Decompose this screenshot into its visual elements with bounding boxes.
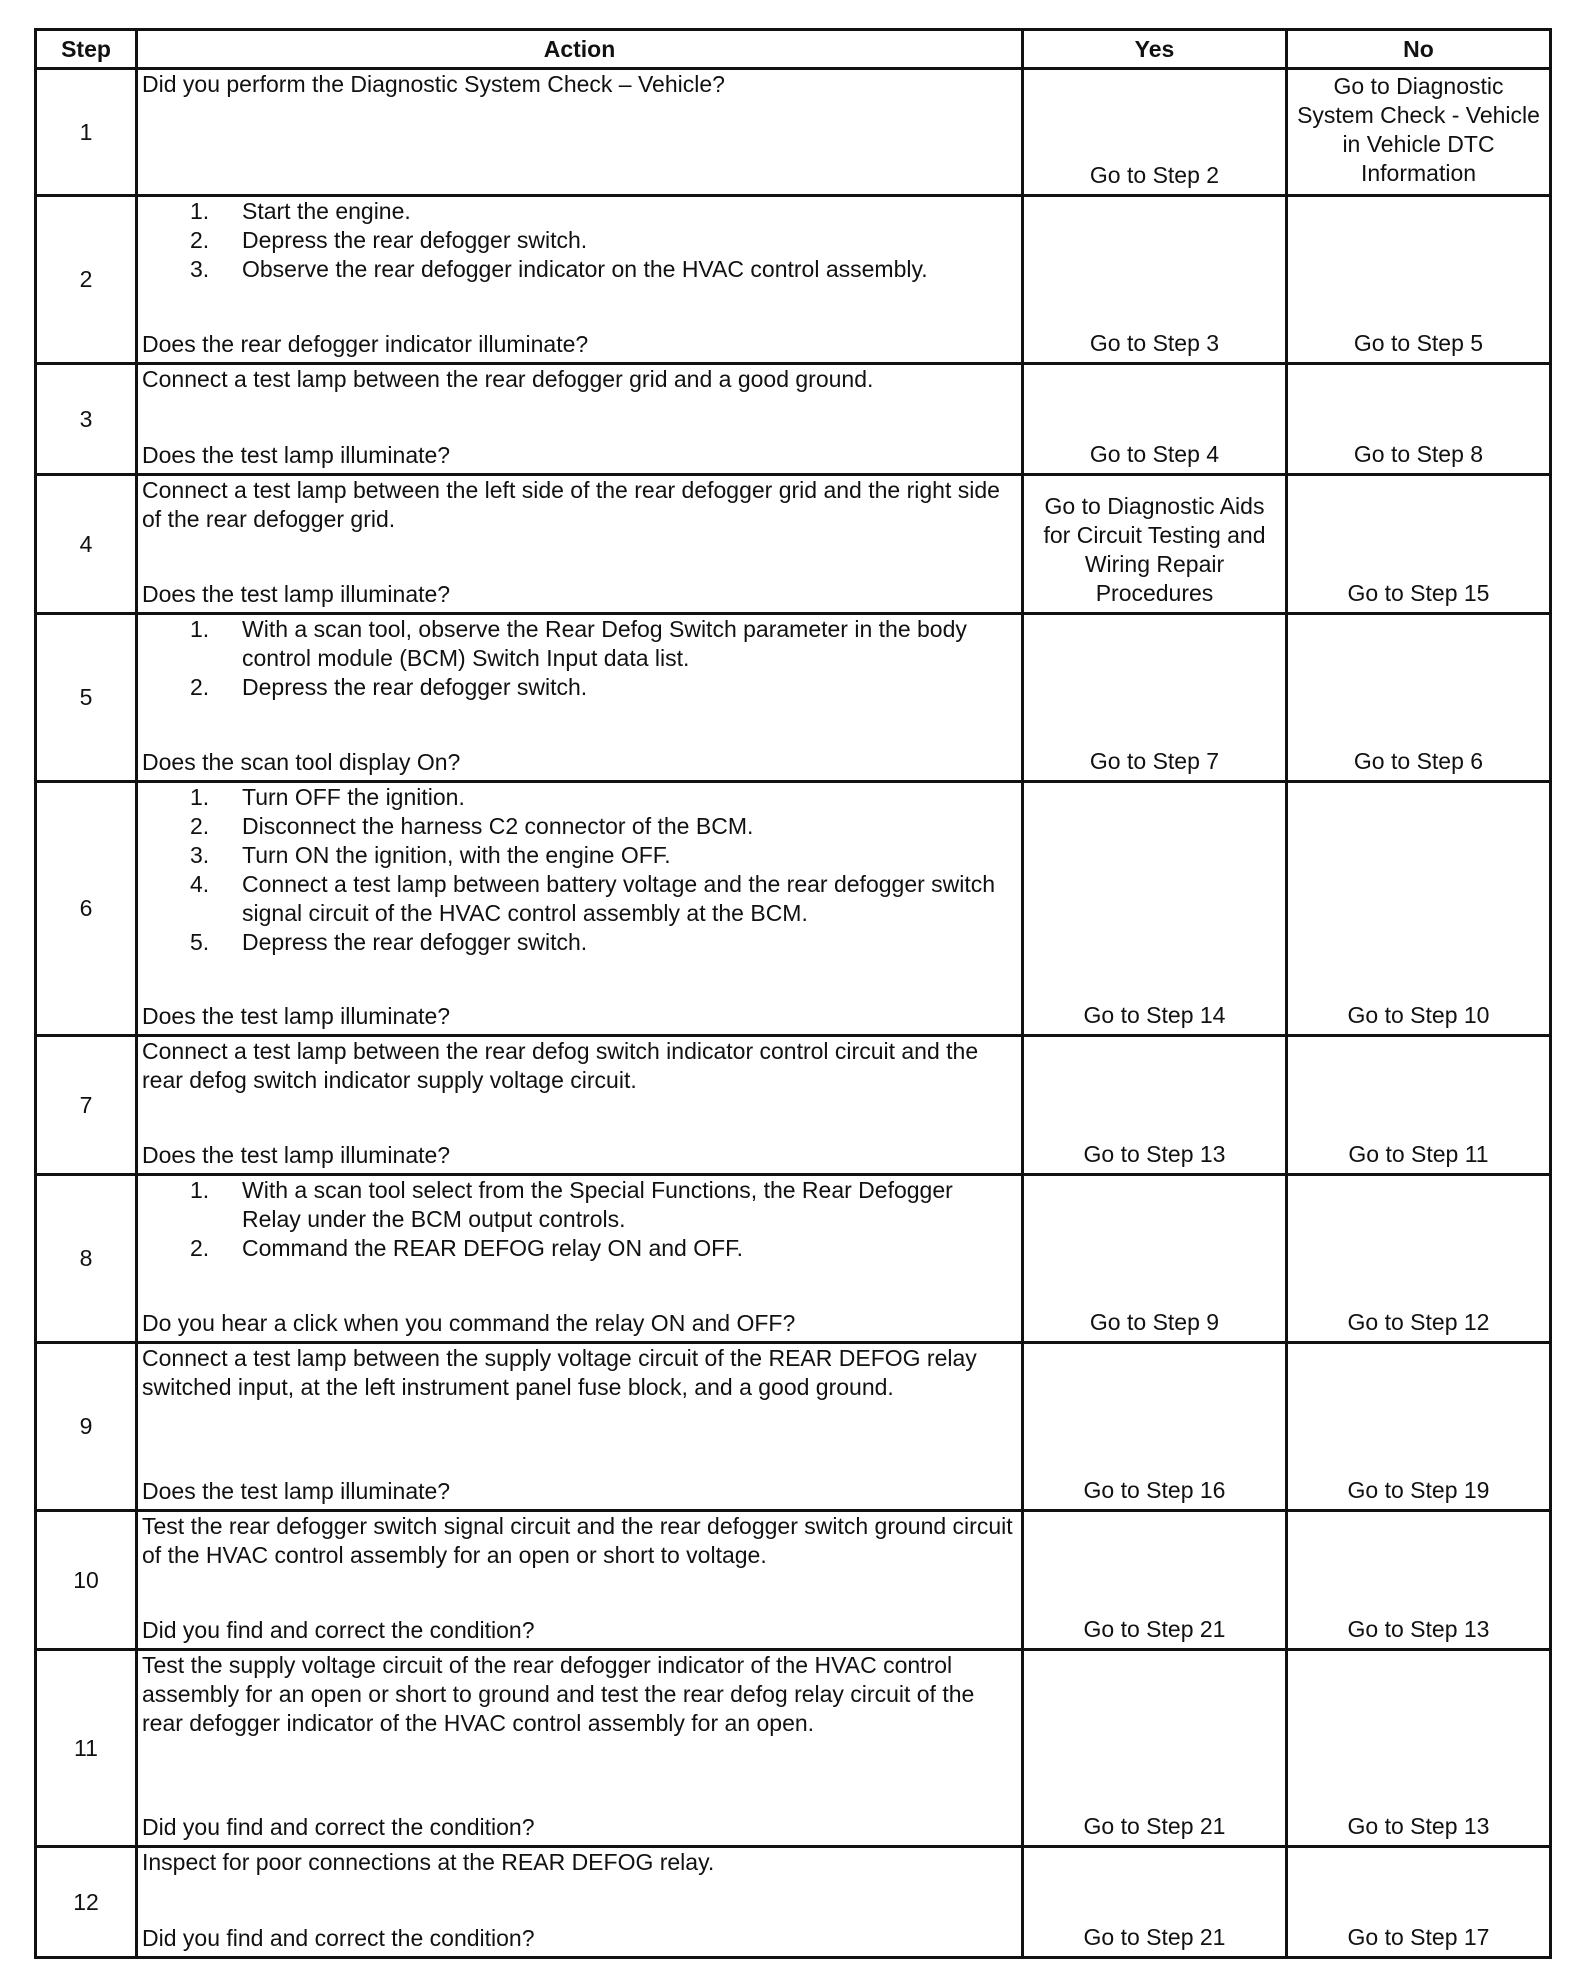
header-no: No	[1287, 30, 1551, 69]
action-step-text: Disconnect the harness C2 connector of the BCM.	[242, 813, 754, 839]
yes-outcome: Go to Step 21	[1023, 1847, 1287, 1958]
action-step-number: 1.	[190, 784, 210, 810]
diagnostic-table	[34, 28, 1552, 1959]
action-step-text: With a scan tool select from the Special Functions, the Rear Defogger Relay under the BCM output controls.	[242, 1177, 953, 1232]
action-step-text: Depress the rear defogger switch.	[242, 674, 588, 700]
action-question: Did you find and correct the condition?	[142, 1617, 535, 1643]
action-instruction: Test the supply voltage circuit of the rear defogger indicator of the HVAC control assembly for an open or short to ground and test the rear defog relay circuit of the rear defogger indicator of the HVAC control assembly for an open.	[142, 1652, 975, 1736]
no-outcome: Go to Step 13	[1287, 1650, 1551, 1847]
step-number: 6	[36, 782, 137, 1036]
no-outcome: Go to Step 17	[1287, 1847, 1551, 1958]
header-action: Action	[137, 30, 1023, 69]
action-instruction: Connect a test lamp between the rear defog switch indicator control circuit and the rear defog switch indicator supply voltage circuit.	[142, 1038, 979, 1093]
action-question: Did you find and correct the condition?	[142, 1814, 535, 1840]
action-instruction: Connect a test lamp between the rear defogger grid and a good ground.	[142, 366, 874, 392]
step-number: 5	[36, 614, 137, 782]
action-question: Does the rear defogger indicator illuminate?	[142, 331, 589, 357]
action-instruction: Connect a test lamp between the left side of the rear defogger grid and the right side of the rear defogger grid.	[142, 477, 1000, 532]
action-question: Does the test lamp illuminate?	[142, 442, 451, 468]
action-cell	[137, 1847, 1023, 1958]
no-outcome: Go to Diagnostic System Check - Vehicle in Vehicle DTC Information	[1287, 69, 1551, 196]
yes-outcome: Go to Diagnostic Aids for Circuit Testing and Wiring Repair Procedures	[1023, 475, 1287, 614]
step-number: 7	[36, 1036, 137, 1175]
table-row	[36, 69, 1551, 196]
action-step-item	[142, 255, 1017, 284]
action-step-number: 2.	[190, 227, 210, 253]
no-outcome: Go to Step 5	[1287, 196, 1551, 364]
table-row	[36, 196, 1551, 364]
table-row	[36, 1650, 1551, 1847]
action-step-text: Depress the rear defogger switch.	[242, 929, 588, 955]
action-step-number: 1.	[190, 1177, 210, 1203]
action-step-text: Turn ON the ignition, with the engine OFF.	[242, 842, 671, 868]
action-step-number: 3.	[190, 256, 210, 282]
action-question: Does the test lamp illuminate?	[142, 1478, 451, 1504]
action-step-item	[142, 928, 1017, 957]
action-step-number: 4.	[190, 871, 210, 897]
yes-outcome: Go to Step 2	[1023, 69, 1287, 196]
action-cell	[137, 1175, 1023, 1343]
header-yes: Yes	[1023, 30, 1287, 69]
step-number: 8	[36, 1175, 137, 1343]
action-step-item	[142, 841, 1017, 870]
step-number: 1	[36, 69, 137, 196]
action-step-text: Depress the rear defogger switch.	[242, 227, 588, 253]
action-step-text: Connect a test lamp between battery voltage and the rear defogger switch signal circuit of the HVAC control assembly at the BCM.	[242, 871, 996, 926]
action-instruction: Inspect for poor connections at the REAR DEFOG relay.	[142, 1849, 715, 1875]
no-outcome: Go to Step 10	[1287, 782, 1551, 1036]
header-row	[36, 30, 1551, 69]
action-step-item	[142, 812, 1017, 841]
no-outcome: Go to Step 11	[1287, 1036, 1551, 1175]
step-number: 9	[36, 1343, 137, 1511]
step-number: 11	[36, 1650, 137, 1847]
action-question: Does the test lamp illuminate?	[142, 581, 451, 607]
header-step: Step	[36, 30, 137, 69]
yes-outcome: Go to Step 9	[1023, 1175, 1287, 1343]
step-number: 2	[36, 196, 137, 364]
table-body	[36, 69, 1551, 1958]
action-step-text: Command the REAR DEFOG relay ON and OFF.	[242, 1235, 744, 1261]
action-question: Does the scan tool display On?	[142, 749, 461, 775]
no-outcome: Go to Step 6	[1287, 614, 1551, 782]
table-row	[36, 1511, 1551, 1650]
no-outcome: Go to Step 12	[1287, 1175, 1551, 1343]
action-cell	[137, 475, 1023, 614]
table-row	[36, 1343, 1551, 1511]
action-step-number: 1.	[190, 616, 210, 642]
action-step-item	[142, 226, 1017, 255]
action-cell	[137, 614, 1023, 782]
yes-outcome: Go to Step 21	[1023, 1511, 1287, 1650]
table-row	[36, 614, 1551, 782]
action-cell	[137, 1036, 1023, 1175]
action-cell	[137, 69, 1023, 196]
action-step-number: 3.	[190, 842, 210, 868]
no-outcome: Go to Step 8	[1287, 364, 1551, 475]
action-cell	[137, 196, 1023, 364]
action-step-item	[142, 870, 1017, 928]
action-step-item	[142, 673, 1017, 702]
action-step-number: 2.	[190, 813, 210, 839]
action-cell	[137, 1343, 1023, 1511]
table-row	[36, 364, 1551, 475]
action-question: Do you hear a click when you command the relay ON and OFF?	[142, 1310, 796, 1336]
action-step-number: 2.	[190, 1235, 210, 1261]
action-cell	[137, 364, 1023, 475]
table-row	[36, 1036, 1551, 1175]
action-step-item	[142, 1234, 1017, 1263]
table-row	[36, 782, 1551, 1036]
action-cell	[137, 1650, 1023, 1847]
yes-outcome: Go to Step 16	[1023, 1343, 1287, 1511]
action-steps-list	[142, 197, 1017, 284]
step-number: 3	[36, 364, 137, 475]
action-instruction: Did you perform the Diagnostic System Check – Vehicle?	[142, 71, 725, 97]
yes-outcome: Go to Step 13	[1023, 1036, 1287, 1175]
action-step-item	[142, 783, 1017, 812]
table-row	[36, 1175, 1551, 1343]
step-number: 4	[36, 475, 137, 614]
action-question: Did you find and correct the condition?	[142, 1925, 535, 1951]
action-instruction: Connect a test lamp between the supply voltage circuit of the REAR DEFOG relay switched input, at the left instrument panel fuse block, and a good ground.	[142, 1345, 977, 1400]
action-step-item	[142, 615, 1017, 673]
action-step-text: Turn OFF the ignition.	[242, 784, 465, 810]
yes-outcome: Go to Step 4	[1023, 364, 1287, 475]
action-question: Does the test lamp illuminate?	[142, 1142, 451, 1168]
action-question: Does the test lamp illuminate?	[142, 1003, 451, 1029]
yes-outcome: Go to Step 7	[1023, 614, 1287, 782]
no-outcome: Go to Step 19	[1287, 1343, 1551, 1511]
action-step-number: 1.	[190, 198, 210, 224]
action-steps-list	[142, 783, 1017, 957]
action-cell	[137, 1511, 1023, 1650]
table-row	[36, 1847, 1551, 1958]
action-step-item	[142, 1176, 1017, 1234]
action-step-number: 5.	[190, 929, 210, 955]
table-row	[36, 475, 1551, 614]
action-step-text: Observe the rear defogger indicator on the HVAC control assembly.	[242, 256, 928, 282]
action-step-text: With a scan tool, observe the Rear Defog Switch parameter in the body control module (BCM) Switch Input data list.	[242, 616, 967, 671]
action-step-text: Start the engine.	[242, 198, 411, 224]
no-outcome: Go to Step 13	[1287, 1511, 1551, 1650]
step-number: 12	[36, 1847, 137, 1958]
yes-outcome: Go to Step 3	[1023, 196, 1287, 364]
yes-outcome: Go to Step 21	[1023, 1650, 1287, 1847]
action-instruction: Test the rear defogger switch signal circuit and the rear defogger switch ground circuit of the HVAC control assembly for an open or short to voltage.	[142, 1513, 1013, 1568]
action-step-number: 2.	[190, 674, 210, 700]
action-steps-list	[142, 1176, 1017, 1263]
action-cell	[137, 782, 1023, 1036]
action-steps-list	[142, 615, 1017, 702]
action-step-item	[142, 197, 1017, 226]
step-number: 10	[36, 1511, 137, 1650]
no-outcome: Go to Step 15	[1287, 475, 1551, 614]
yes-outcome: Go to Step 14	[1023, 782, 1287, 1036]
